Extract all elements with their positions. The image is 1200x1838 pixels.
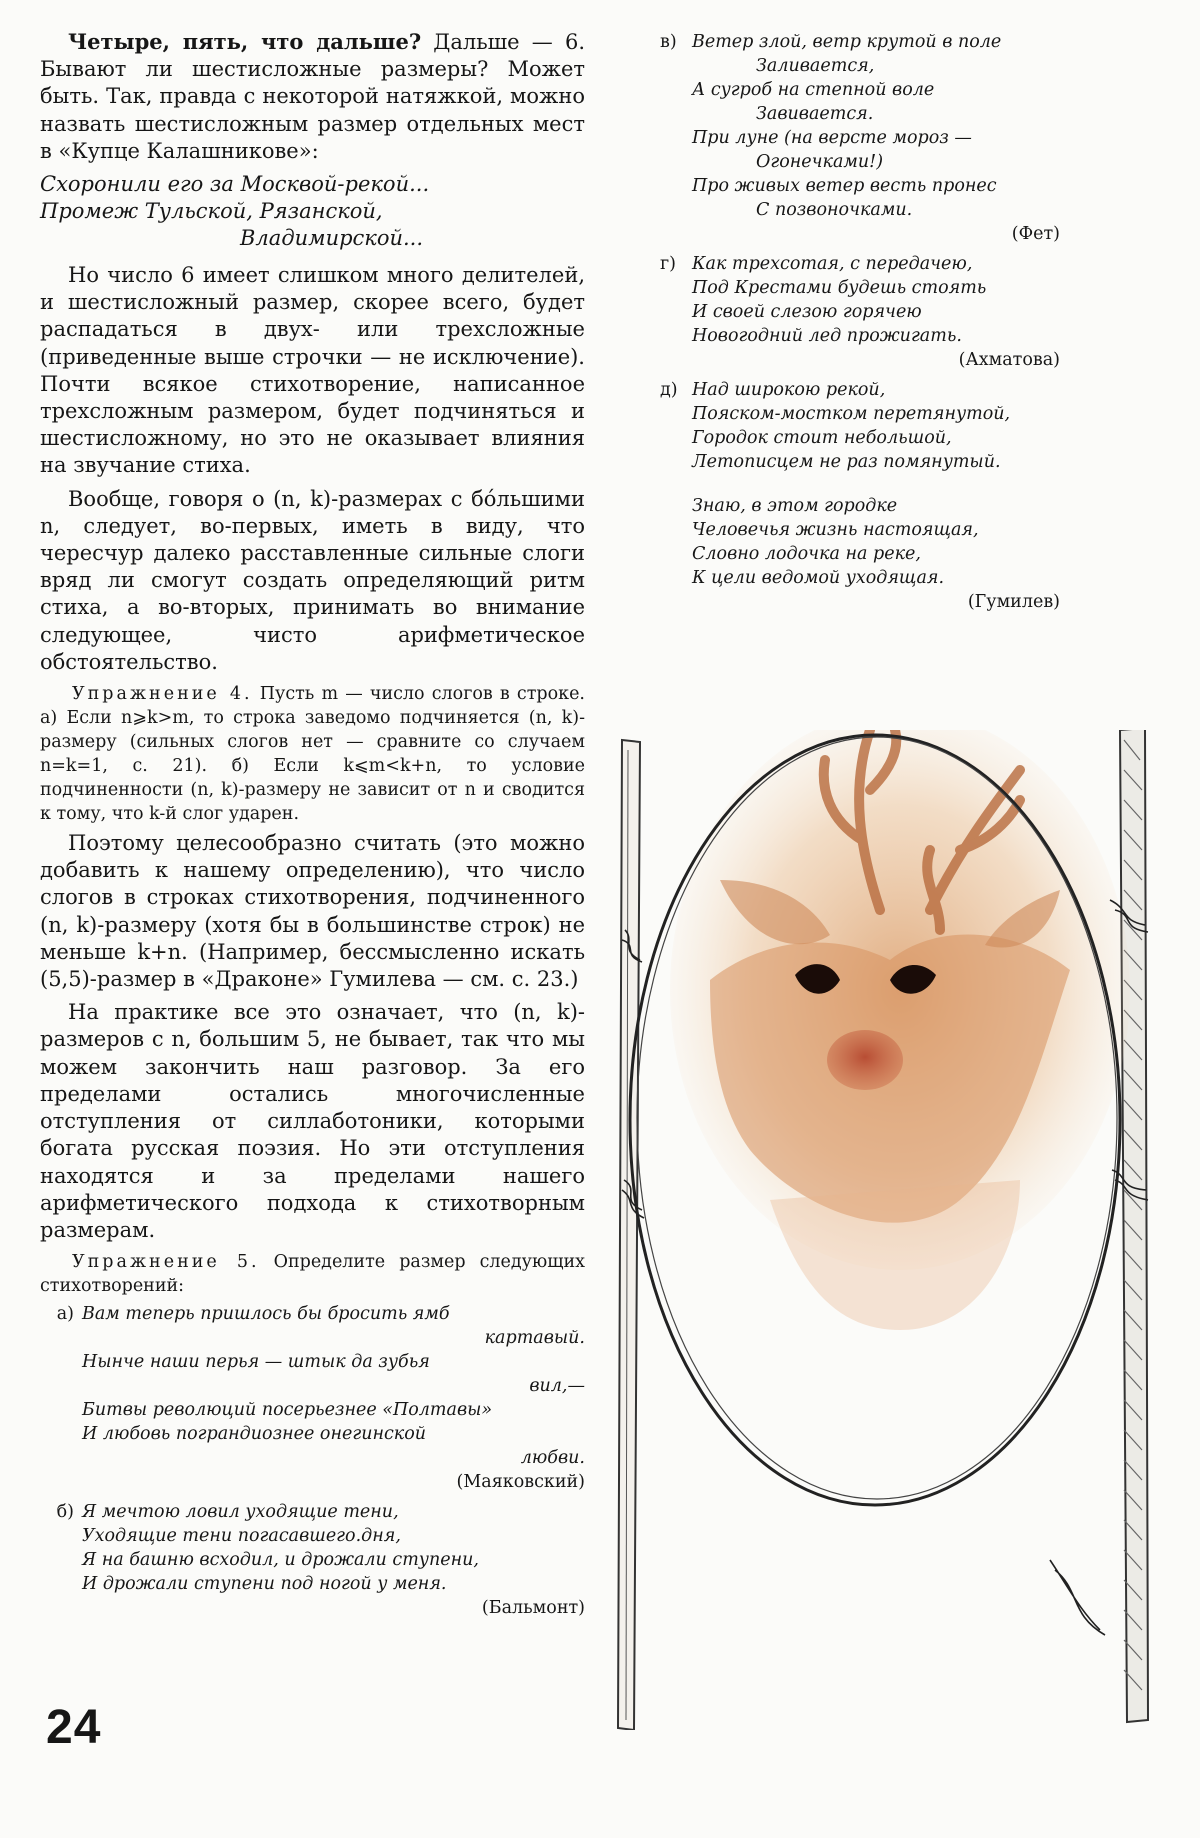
- verse-line: Нынче наши перья — штык да зубья: [82, 1352, 430, 1373]
- verse-line: Вам теперь пришлось бы бросить ямб: [82, 1304, 450, 1325]
- poem-g: [660, 252, 1060, 372]
- verse-line: Человечья жизнь настоящая,: [692, 520, 979, 540]
- poem-label: б): [56, 1502, 74, 1523]
- poem-label: в): [660, 32, 677, 52]
- right-column: [660, 28, 1060, 620]
- kalashnikov-quote: [40, 171, 585, 252]
- poem-b: [40, 1500, 585, 1620]
- verse-line: С позвоночками.: [756, 200, 913, 220]
- lead-phrase: Четыре, пять, что дальше?: [68, 29, 422, 54]
- verse-line: Пояском-мостком перетянутой,: [692, 404, 1011, 424]
- left-column: [40, 28, 585, 1626]
- poem-author: (Фет): [1011, 224, 1060, 244]
- poem-v: [660, 30, 1060, 246]
- deer-wash: [670, 730, 1130, 1330]
- poem-a: [40, 1302, 585, 1494]
- exercise-label: Упражнение 4.: [72, 684, 253, 705]
- verse-line: И дрожали ступени под ногой у меня.: [82, 1574, 447, 1595]
- poem-label: а): [56, 1304, 74, 1325]
- verse-line: Промеж Тульской, Рязанской,: [40, 199, 383, 224]
- verse-line: любви.: [520, 1448, 585, 1469]
- paragraph-syllable-count: Поэтому целесообразно считать (это можно добавить к нашему определению), что число слогов в строках стихотворения, подчиненного (n, k)-размеру (хотя бы в большинстве строк) не меньше k+n. (Например, бессмысленно искать (5,5)-размер в «Драконе» Гумилева — см. с. 23.): [40, 831, 585, 992]
- poem-author: (Ахматова): [958, 350, 1060, 370]
- poem-label: д): [660, 380, 678, 400]
- verse-line: картавый.: [484, 1328, 585, 1349]
- exercise-text: Определите размер следующих стихотворений:: [40, 1252, 585, 1297]
- verse-line: Заливается,: [756, 56, 875, 76]
- exercise-text: Пусть m — число слогов в строке. а) Если n⩾k>m, то строка заведомо подчиняется (n, k)-размеру (сильных слогов нет — сравните со случаем n=k=1, с. 21). б) Если k⩽m<k+n, то условие подчиненности (n, k)-размеру не зависит от n и сводится к тому, что k-й слог ударен.: [40, 684, 585, 825]
- verse-line: Над широкою рекой,: [692, 380, 886, 400]
- poem-author: (Бальмонт): [481, 1598, 585, 1619]
- verse-line: К цели ведомой уходящая.: [692, 568, 945, 588]
- verse-line: Ветер злой, ветр крутой в поле: [692, 32, 1002, 52]
- verse-line: Схоронили его за Москвой-рекой...: [40, 172, 430, 197]
- verse-line: Битвы революций посерьезнее «Полтавы»: [82, 1400, 493, 1421]
- verse-line: Завивается.: [756, 104, 874, 124]
- paragraph-conclusion: На практике все это означает, что (n, k)-размеров с n, большим 5, не бывает, так что мы можем закончить наш разговор. За его пределами остались многочисленные отступления от силлаботоники, которыми богата русская поэзия. Но эти отступления находятся и за пределами нашего арифметического подхода к стихотворным размерам.: [40, 1000, 585, 1242]
- verse-line: Городок стоит небольшой,: [692, 428, 952, 448]
- verse-line: И своей слезою горячею: [692, 302, 922, 322]
- paragraph-divisors: Но число 6 имеет слишком много делителей, и шестисложный размер, скорее всего, будет распадаться в двух- или трехсложные (приведенные выше строчки — не исключение). Почти всякое стихотворение, написанное трехсложным размером, будет подчиняться и шестисложному, но это не оказывает влияния на звучание стиха.: [40, 263, 585, 478]
- verse-line: Я мечтою ловил уходящие тени,: [82, 1502, 399, 1523]
- verse-line: Словно лодочка на реке,: [692, 544, 921, 564]
- exercise-4: [40, 682, 585, 826]
- verse-line: При луне (на версте мороз —: [692, 128, 972, 148]
- verse-line: А сугроб на степной воле: [692, 80, 935, 100]
- verse-line: Владимирской...: [240, 226, 424, 251]
- verse-line: Знаю, в этом городке: [692, 496, 898, 516]
- right-post: [1120, 730, 1148, 1722]
- verse-line: Как трехсотая, с передачею,: [692, 254, 973, 274]
- verse-line: Под Крестами будешь стоять: [692, 278, 987, 298]
- paragraph-large-n: Вообще, говоря о (n, k)-размерах с бóльшими n, следует, во-первых, иметь в виду, что чересчур далеко расставленные сильные слоги вряд ли смогут создать определяющий ритм стиха, а во-вторых, принимать во внимание следующее, чисто арифметическое обстоятельство.: [40, 486, 585, 674]
- deer-mirror-illustration: [600, 730, 1170, 1730]
- paragraph-text: Дальше — 6. Бывают ли шестисложные размеры? Может быть. Так, правда с некоторой натяжкой, можно назвать шестисложным размер отдельных мест в «Купце Калашникове»:: [40, 30, 585, 163]
- verse-line: вил,—: [529, 1376, 585, 1397]
- left-post: [618, 740, 640, 1730]
- poem-label: г): [660, 254, 676, 274]
- nose: [827, 1030, 903, 1090]
- poem-author: (Маяковский): [456, 1472, 585, 1493]
- page-number: 24: [46, 1701, 102, 1754]
- poem-author: (Гумилев): [967, 592, 1060, 612]
- exercise-5: [40, 1250, 585, 1298]
- exercise-label: Упражнение 5.: [72, 1252, 260, 1273]
- paragraph-intro: [40, 28, 585, 165]
- verse-line: Я на башню всходил, и дрожали ступени,: [82, 1550, 479, 1571]
- verse-line: И любовь пограндиознее онегинской: [82, 1424, 427, 1445]
- verse-line: Уходящие тени погасавшего.дня,: [82, 1526, 401, 1547]
- poem-d: [660, 378, 1060, 614]
- verse-line: Новогодний лед прожигать.: [692, 326, 962, 346]
- verse-line: Про живых ветер весть пронес: [692, 176, 997, 196]
- verse-line: Летописцем не раз помянутый.: [692, 452, 1001, 472]
- verse-line: Огонечками!): [756, 152, 884, 172]
